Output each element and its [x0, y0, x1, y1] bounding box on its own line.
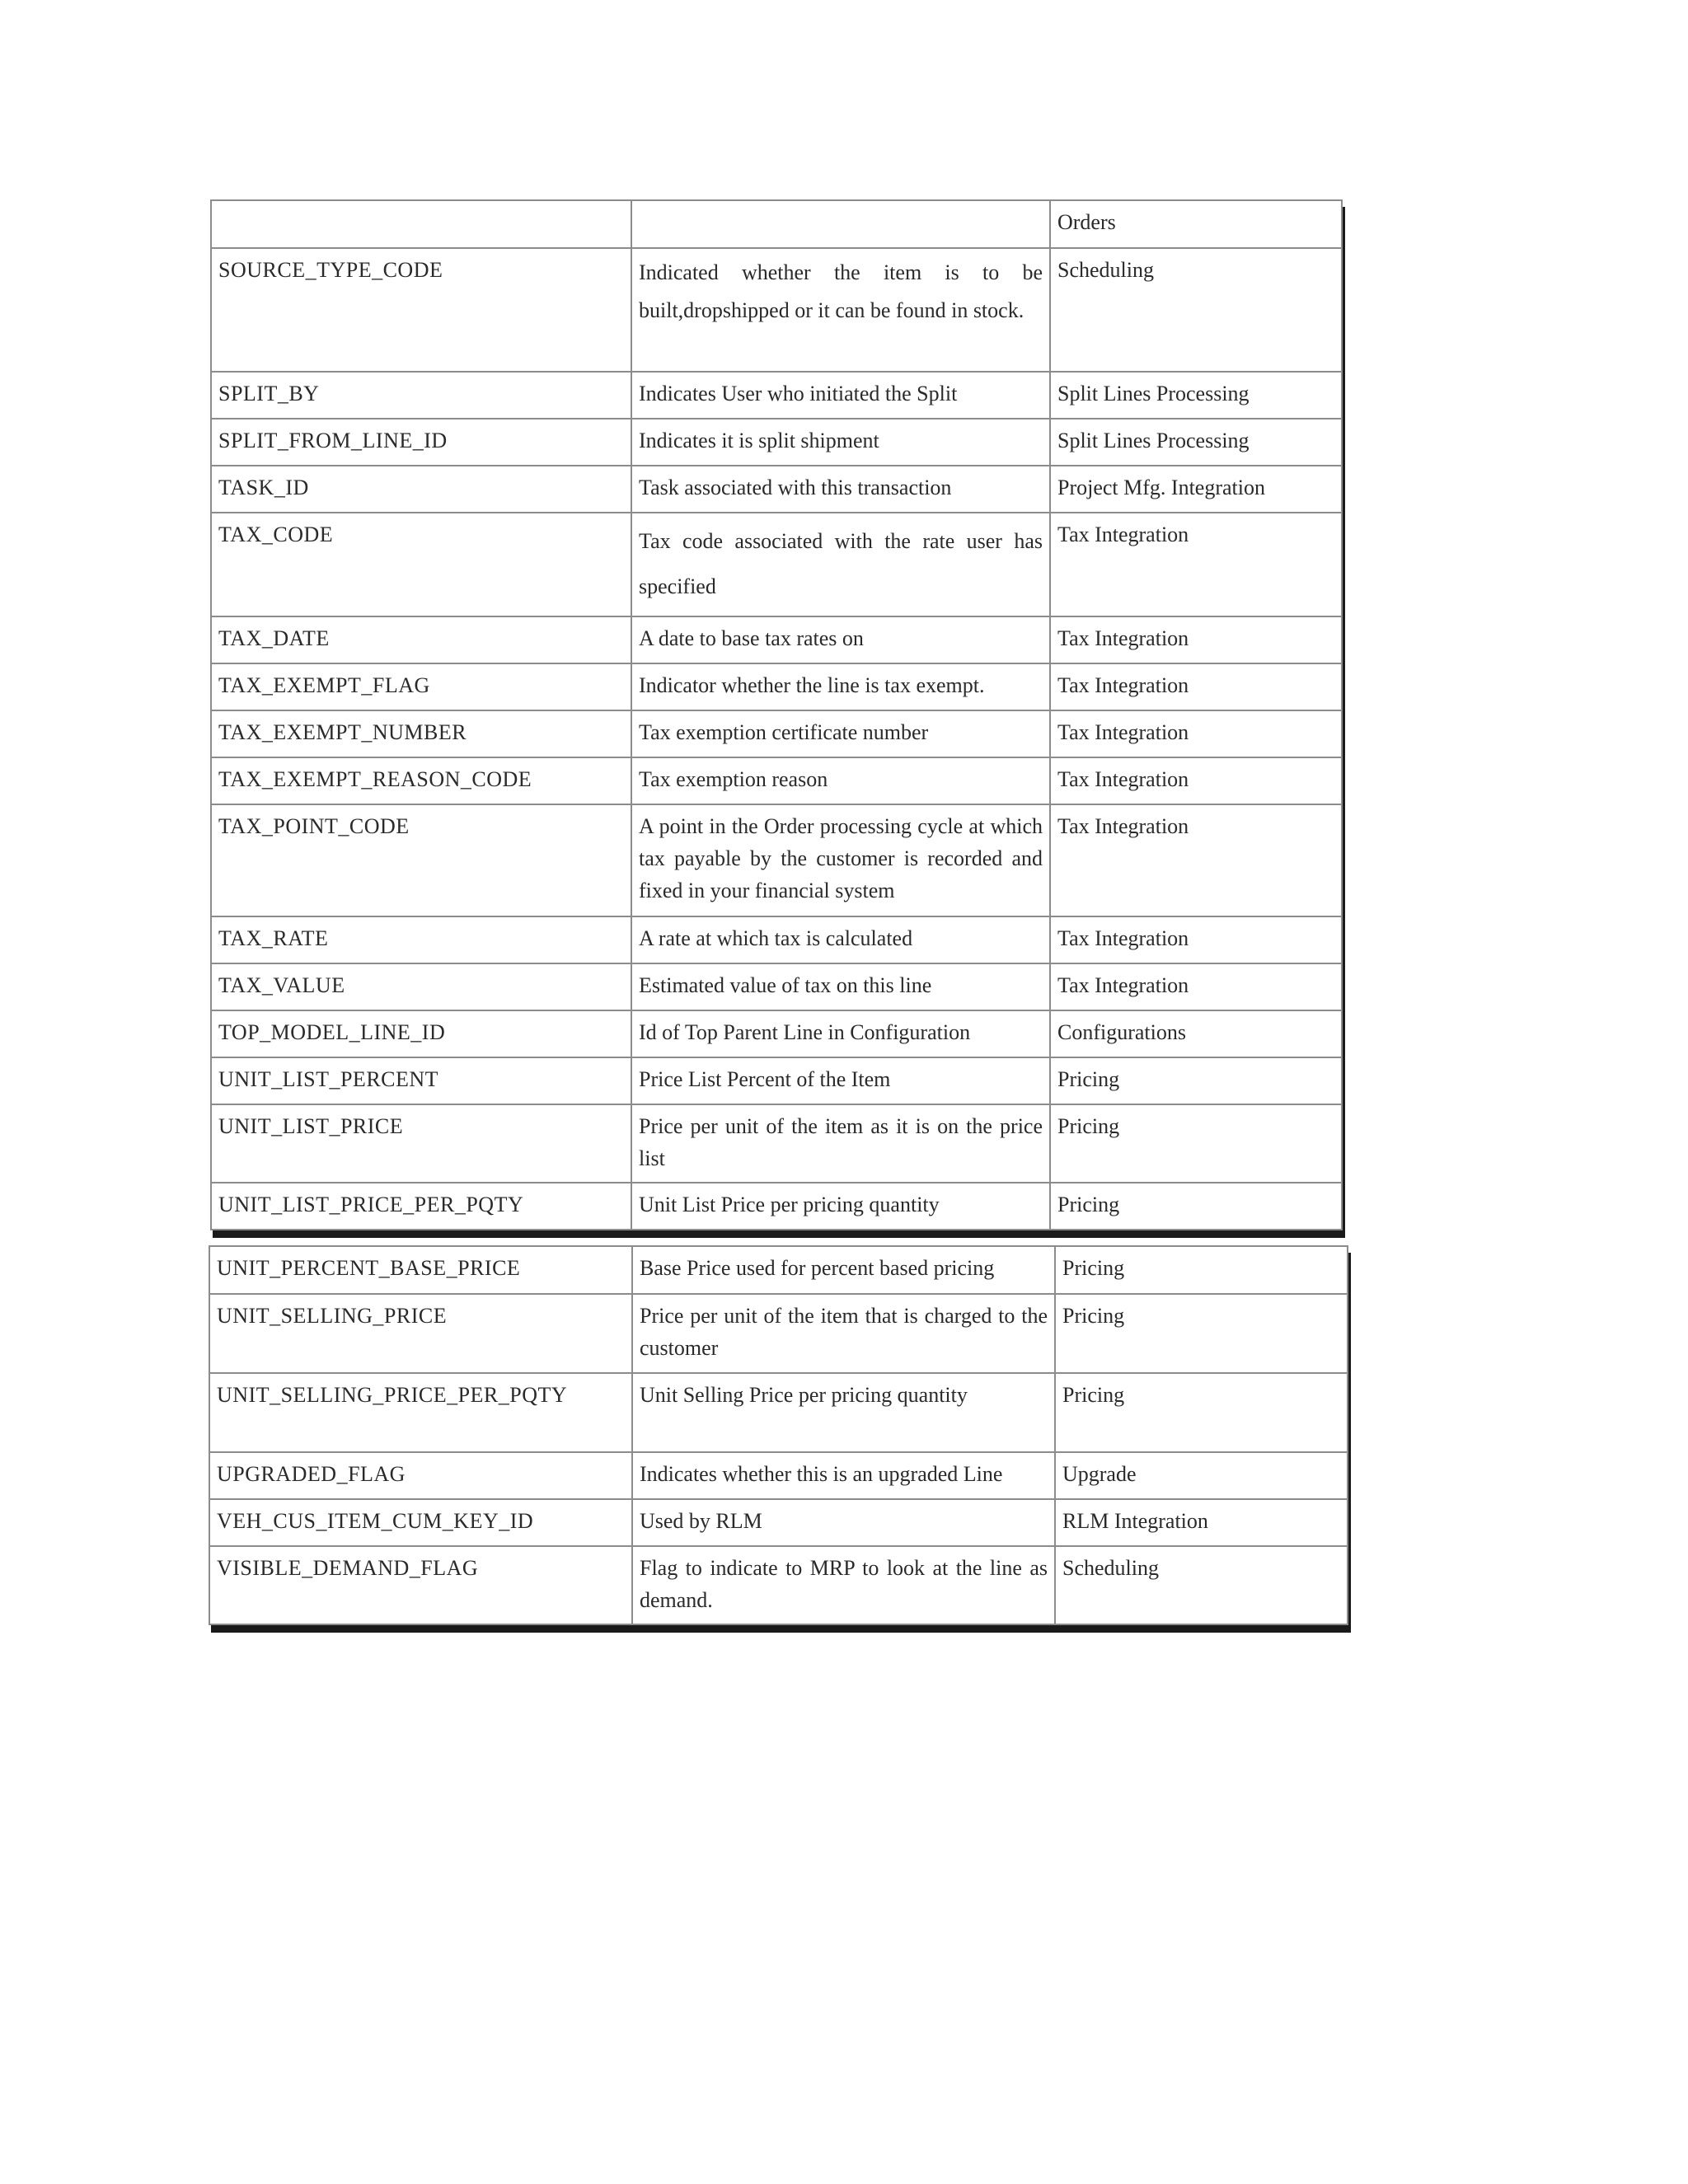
table-row	[211, 663, 1342, 710]
description-cell: Tax exemption reason	[631, 757, 1050, 804]
column-name-cell: UNIT_LIST_PRICE	[211, 1104, 631, 1183]
description-cell: A rate at which tax is calculated	[631, 916, 1050, 963]
column-reference-table-2	[209, 1245, 1348, 1625]
functional-area-cell: Pricing	[1050, 1183, 1342, 1230]
functional-area-cell: Tax Integration	[1050, 616, 1342, 663]
description-cell: Flag to indicate to MRP to look at the line as demand.	[632, 1546, 1055, 1624]
functional-area-cell: Pricing	[1050, 1057, 1342, 1104]
column-name-cell: TOP_MODEL_LINE_ID	[211, 1010, 631, 1057]
functional-area-cell: Scheduling	[1055, 1546, 1348, 1624]
functional-area-cell: Upgrade	[1055, 1452, 1348, 1499]
description-cell: Used by RLM	[632, 1499, 1055, 1546]
table-row	[211, 200, 1342, 248]
column-name-cell	[211, 200, 631, 248]
column-name-cell: SPLIT_FROM_LINE_ID	[211, 419, 631, 466]
description-cell: Indicates it is split shipment	[631, 419, 1050, 466]
column-name-cell: SOURCE_TYPE_CODE	[211, 248, 631, 372]
functional-area-cell: Split Lines Processing	[1050, 372, 1342, 419]
table-row	[211, 963, 1342, 1010]
table-row	[211, 804, 1342, 916]
functional-area-cell: Tax Integration	[1050, 804, 1342, 916]
table-row	[211, 616, 1342, 663]
description-cell: Id of Top Parent Line in Configuration	[631, 1010, 1050, 1057]
column-name-cell: SPLIT_BY	[211, 372, 631, 419]
description-cell: Price per unit of the item that is charged to the customer	[632, 1294, 1055, 1373]
column-name-cell: UPGRADED_FLAG	[209, 1452, 632, 1499]
functional-area-cell: RLM Integration	[1055, 1499, 1348, 1546]
description-cell: Indicator whether the line is tax exempt.	[631, 663, 1050, 710]
table-row	[211, 513, 1342, 616]
functional-area-cell: Orders	[1050, 200, 1342, 248]
functional-area-cell: Tax Integration	[1050, 513, 1342, 616]
functional-area-cell: Pricing	[1055, 1246, 1348, 1294]
table-row	[211, 1183, 1342, 1230]
description-cell: Base Price used for percent based pricing	[632, 1246, 1055, 1294]
description-cell: Estimated value of tax on this line	[631, 963, 1050, 1010]
table-row	[209, 1546, 1348, 1624]
table-row	[209, 1246, 1348, 1294]
column-name-cell: TAX_EXEMPT_FLAG	[211, 663, 631, 710]
column-name-cell: UNIT_LIST_PRICE_PER_PQTY	[211, 1183, 631, 1230]
description-cell: Unit Selling Price per pricing quantity	[632, 1373, 1055, 1452]
column-name-cell: TAX_CODE	[211, 513, 631, 616]
functional-area-cell: Split Lines Processing	[1050, 419, 1342, 466]
functional-area-cell: Tax Integration	[1050, 710, 1342, 757]
table-row	[211, 419, 1342, 466]
column-name-cell: VEH_CUS_ITEM_CUM_KEY_ID	[209, 1499, 632, 1546]
description-cell: Indicates User who initiated the Split	[631, 372, 1050, 419]
table-row	[211, 916, 1342, 963]
column-name-cell: TASK_ID	[211, 466, 631, 513]
description-cell	[631, 200, 1050, 248]
column-name-cell: TAX_DATE	[211, 616, 631, 663]
description-cell: Unit List Price per pricing quantity	[631, 1183, 1050, 1230]
column-name-cell: TAX_POINT_CODE	[211, 804, 631, 916]
table-row	[211, 757, 1342, 804]
functional-area-cell: Tax Integration	[1050, 916, 1342, 963]
column-name-cell: TAX_RATE	[211, 916, 631, 963]
column-name-cell: TAX_EXEMPT_REASON_CODE	[211, 757, 631, 804]
column-name-cell: UNIT_SELLING_PRICE	[209, 1294, 632, 1373]
description-cell: Price List Percent of the Item	[631, 1057, 1050, 1104]
table-row	[211, 1010, 1342, 1057]
description-cell: Indicates whether this is an upgraded Line	[632, 1452, 1055, 1499]
description-cell: Indicated whether the item is to be built,dropshipped or it can be found in stock.	[631, 248, 1050, 372]
description-cell: Tax exemption certificate number	[631, 710, 1050, 757]
functional-area-cell: Pricing	[1055, 1373, 1348, 1452]
column-name-cell: VISIBLE_DEMAND_FLAG	[209, 1546, 632, 1624]
column-name-cell: TAX_EXEMPT_NUMBER	[211, 710, 631, 757]
table-row	[211, 1104, 1342, 1183]
functional-area-cell: Pricing	[1050, 1104, 1342, 1183]
description-cell: Price per unit of the item as it is on the price list	[631, 1104, 1050, 1183]
column-name-cell: UNIT_LIST_PERCENT	[211, 1057, 631, 1104]
description-cell: Tax code associated with the rate user has specified	[631, 513, 1050, 616]
description-cell: Task associated with this transaction	[631, 466, 1050, 513]
table-row	[211, 248, 1342, 372]
functional-area-cell: Project Mfg. Integration	[1050, 466, 1342, 513]
table-row	[211, 710, 1342, 757]
functional-area-cell: Tax Integration	[1050, 663, 1342, 710]
table-row	[209, 1373, 1348, 1452]
table-row	[211, 372, 1342, 419]
table-row	[211, 1057, 1342, 1104]
table-row	[209, 1294, 1348, 1373]
column-name-cell: TAX_VALUE	[211, 963, 631, 1010]
description-cell: A point in the Order processing cycle at which tax payable by the customer is recorded and fixed in your financial system	[631, 804, 1050, 916]
column-name-cell: UNIT_SELLING_PRICE_PER_PQTY	[209, 1373, 632, 1452]
column-reference-table-1	[210, 199, 1343, 1230]
functional-area-cell: Tax Integration	[1050, 757, 1342, 804]
table-row	[211, 466, 1342, 513]
table-row	[209, 1452, 1348, 1499]
functional-area-cell: Tax Integration	[1050, 963, 1342, 1010]
description-cell: A date to base tax rates on	[631, 616, 1050, 663]
functional-area-cell: Pricing	[1055, 1294, 1348, 1373]
table-row	[209, 1499, 1348, 1546]
functional-area-cell: Configurations	[1050, 1010, 1342, 1057]
functional-area-cell: Scheduling	[1050, 248, 1342, 372]
column-name-cell: UNIT_PERCENT_BASE_PRICE	[209, 1246, 632, 1294]
